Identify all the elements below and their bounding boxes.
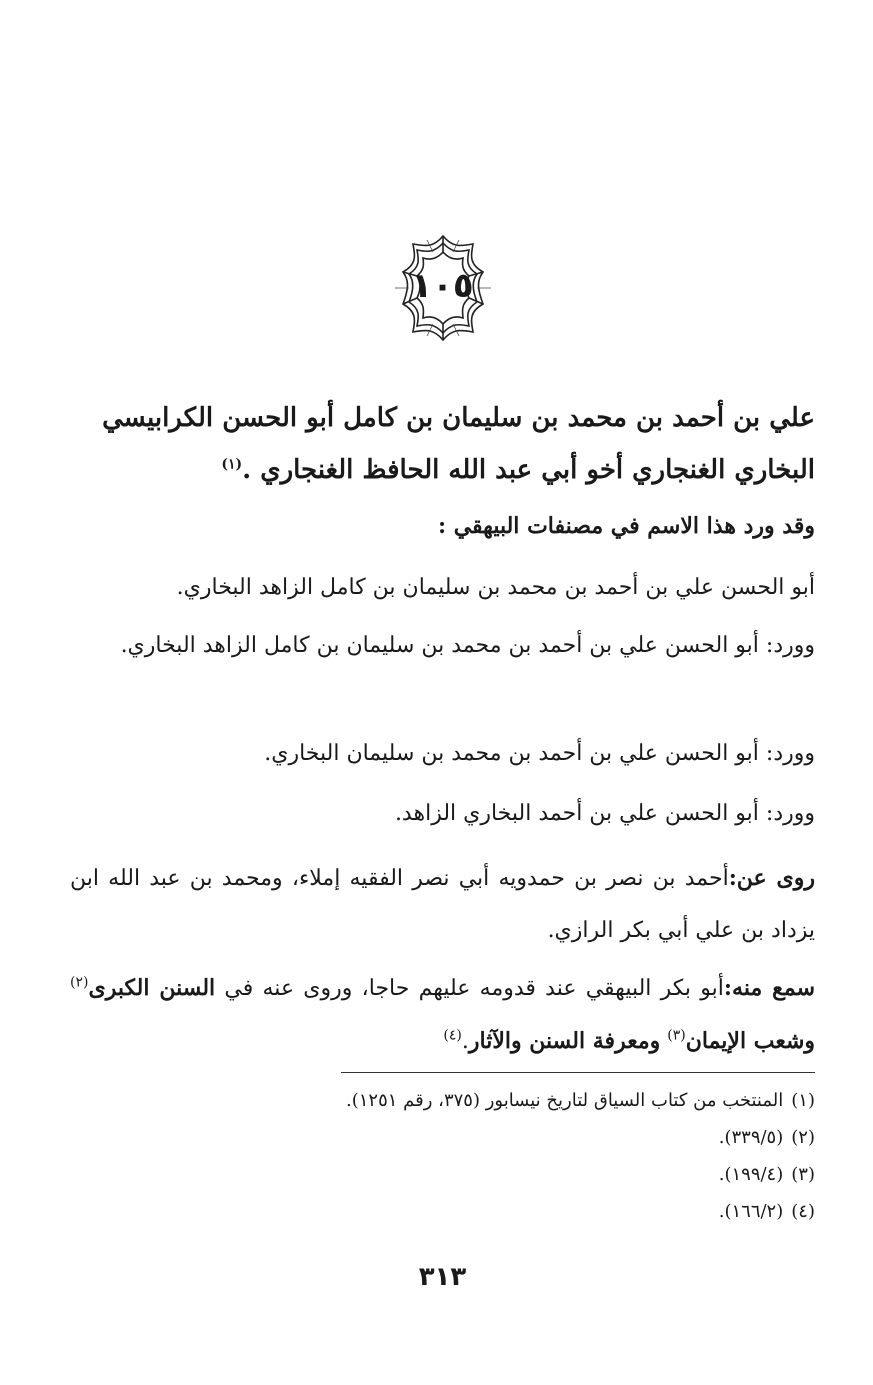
name-variant-1-text: [70, 620, 815, 672]
footnotes: [70, 1082, 815, 1230]
name-variant-main: [70, 562, 815, 614]
footnote-divider: [341, 1072, 815, 1073]
sentence-end: .: [461, 1029, 469, 1054]
entry-title-line-1: علي بن أحمد بن محمد بن سليمان بن كامل أبو الحسن الكرابيسي: [102, 403, 815, 433]
heard-from-him-text: [70, 962, 815, 1068]
heard-from-him-body: أبو بكر البيهقي عند قدومه عليهم حاجا، وروى عنه في: [224, 976, 724, 1001]
section-heading: [70, 500, 815, 552]
heard-from-him-label: سمع منه:: [723, 975, 816, 1001]
narrated-from-body: أحمد بن نصر بن حمدويه أبي نصر الفقيه إملاء، ومحمد بن عبد الله ابن يزداد بن علي أبي بكر الرازي.: [70, 866, 815, 943]
narrated-from-label: روى عن:: [728, 865, 816, 891]
section-heading-text: وقد ورد هذا الاسم في مصنفات البيهقي :: [437, 513, 815, 539]
footnote-4: [70, 1193, 815, 1230]
name-variant-3-text: [70, 788, 815, 840]
footnote-ref-4: (٤): [443, 1027, 462, 1044]
footnote-ref-3: (٣): [667, 1027, 686, 1044]
name-variant-3: [70, 788, 815, 840]
footnote-2: [70, 1119, 815, 1156]
footnote-text: المنتخب من كتاب السياق لتاريخ نيسابور (٣٧٥، رقم ١٢٥١).: [345, 1090, 784, 1111]
footnote-ref-2: (٢): [70, 974, 89, 991]
variant-label: وورد:: [765, 633, 815, 658]
footnote-text: (٣٣٩/٥).: [718, 1127, 784, 1148]
variant-text: أبو الحسن علي بن أحمد البخاري الزاهد.: [394, 801, 759, 826]
name-variant-main-text: أبو الحسن علي بن أحمد بن محمد بن سليمان بن كامل الزاهد البخاري.: [176, 575, 815, 600]
name-variant-2-text: [70, 728, 815, 780]
conjunction: و: [804, 1028, 815, 1054]
footnote-number: (٢): [791, 1127, 815, 1148]
variant-text: أبو الحسن علي بن أحمد بن محمد بن سليمان البخاري.: [264, 741, 759, 766]
book-title-shuab-iman: شعب الإيمان: [685, 1028, 805, 1054]
conjunction: و: [649, 1028, 661, 1054]
name-variant-2: [70, 728, 815, 780]
footnote-number: (٣): [791, 1164, 815, 1185]
book-title-sunan-kubra: السنن الكبرى: [88, 975, 216, 1001]
footnote-3: [70, 1156, 815, 1193]
footnote-number: (٤): [791, 1201, 815, 1222]
heard-from-him: [70, 962, 815, 1068]
entry-title-line-2: [70, 444, 815, 496]
book-title-marifat-sunan: معرفة السنن والآثار: [468, 1028, 650, 1054]
name-variant-1: [70, 620, 815, 672]
entry-title-line-2-text: البخاري الغنجاري أخو أبي عبد الله الحافظ الغنجاري .: [242, 455, 815, 485]
entry-number: ١٠٥: [411, 266, 474, 306]
footnote-ref-1: (١): [221, 456, 243, 473]
page-number: ٣١٣: [418, 1262, 467, 1292]
footnote-1: [70, 1082, 815, 1119]
entry-title: [70, 392, 815, 496]
page: [70, 0, 815, 1385]
footnote-number: (١): [791, 1090, 815, 1111]
narrated-from-text: [70, 852, 815, 957]
variant-label: وورد:: [765, 741, 815, 766]
footnote-text: (١٦٦/٢).: [718, 1201, 784, 1222]
entry-number-ornament: [387, 232, 499, 344]
narrated-from: [70, 852, 815, 957]
footnote-text: (١٩٩/٤).: [718, 1164, 784, 1185]
variant-label: وورد:: [765, 801, 815, 826]
variant-text: أبو الحسن علي بن أحمد بن محمد بن سليمان بن كامل الزاهد البخاري.: [120, 633, 759, 658]
